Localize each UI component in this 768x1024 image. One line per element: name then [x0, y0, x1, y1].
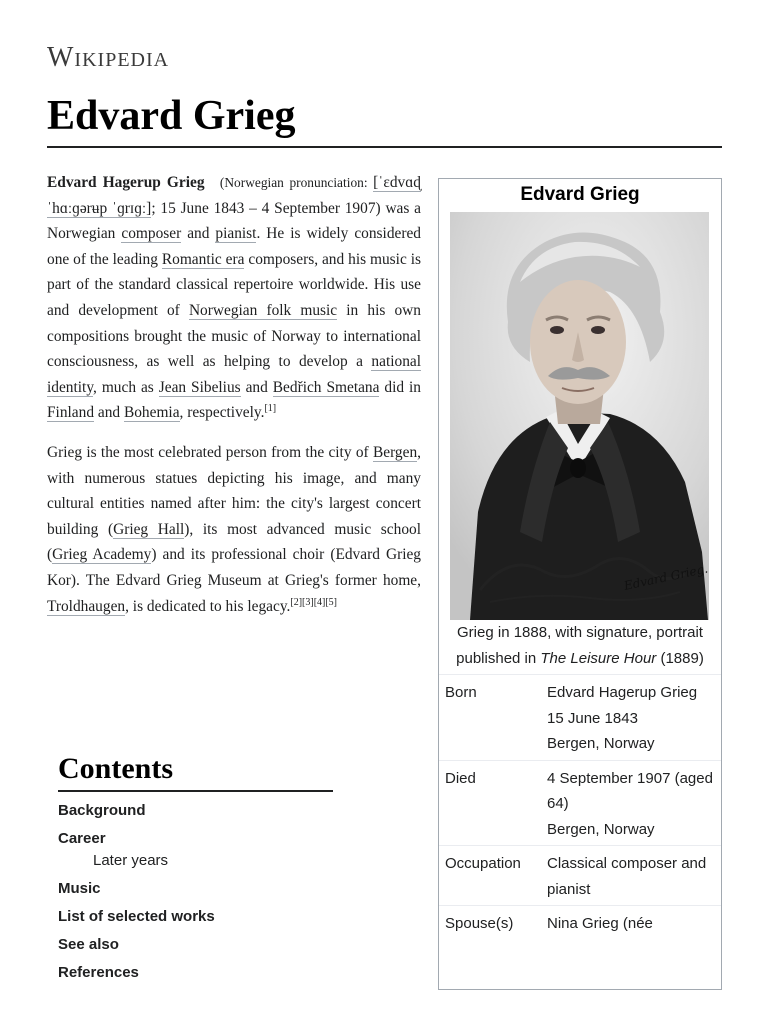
intro-text: , with numerous statues depicting his image, and many cultural entities named after him: the city's largest concert building (: [47, 443, 421, 538]
caption-publication: The Leisure Hour: [540, 650, 657, 667]
link-grieg-hall[interactable]: Grieg Hall: [113, 520, 185, 538]
intro-text: did in: [379, 378, 421, 396]
intro-text: and: [94, 404, 124, 422]
toc-item-see-also[interactable]: See also: [58, 936, 119, 953]
row-value: [541, 675, 721, 761]
infobox-row-occupation: [439, 846, 721, 906]
intro-text: Grieg is the most celebrated person from the city of: [47, 443, 373, 461]
page-title: Edvard Grieg: [47, 93, 296, 139]
born-name: Edvard Hagerup Grieg: [547, 684, 698, 701]
reference-links[interactable]: [2][3][4][5]: [290, 596, 338, 608]
intro-text: , respectively.: [179, 404, 265, 422]
row-value: [541, 906, 721, 940]
contents-list: [58, 800, 333, 984]
reference-link[interactable]: [1]: [264, 403, 277, 415]
link-composer[interactable]: composer: [121, 225, 182, 243]
wikipedia-wordmark[interactable]: Wikipedia: [47, 42, 170, 73]
subject-name: Edvard Hagerup Grieg: [47, 174, 205, 191]
pronunciation-prefix: (Norwegian pronunciation:: [219, 175, 374, 190]
born-date: 15 June 1843: [547, 709, 638, 727]
born-place: Bergen, Norway: [547, 735, 655, 752]
signature-text: Edvard Grieg.: [622, 561, 709, 593]
link-pianist[interactable]: pianist: [215, 225, 257, 243]
toc-item-career[interactable]: Career: [58, 830, 106, 847]
link-troldhaugen[interactable]: Troldhaugen: [47, 597, 126, 615]
infobox-details: [439, 674, 721, 940]
toc-item-background[interactable]: Background: [58, 802, 146, 819]
intro-text: and: [240, 378, 273, 396]
intro-text: in his own compositions brought the music of Norway to international consciousness, as well as helping to develop a: [47, 301, 421, 371]
article-intro: [47, 170, 421, 633]
toc-item-references[interactable]: References: [58, 964, 139, 981]
row-label: Born: [439, 675, 541, 761]
spouse-value: Nina Grieg (née: [547, 915, 653, 932]
ipa-link[interactable]: [ˈɛdvɑɖ ˈhɑːɡərʉp ˈɡrɪɡː]: [47, 174, 421, 217]
infobox-row-born: [439, 675, 721, 761]
link-norwegian-folk-music[interactable]: Norwegian folk music: [188, 301, 338, 319]
intro-text: . He is widely considered one of the leading: [47, 225, 421, 268]
link-bergen[interactable]: Bergen: [372, 443, 418, 461]
intro-paragraph-1: [47, 170, 421, 426]
intro-text: ), its most advanced music school (: [47, 520, 421, 564]
infobox-row-died: [439, 760, 721, 846]
intro-text: composers, and his music is part of the standard classical repertoire worldwide. His use and development of: [47, 250, 421, 319]
intro-text: ; 15 June 1843 – 4 September 1907) was a Norwegian: [47, 199, 422, 243]
intro-text: ) and its professional choir (Edvard Grieg Kor). The Edvard Grieg Museum at Grieg's former home,: [47, 546, 421, 589]
intro-text: , much as: [93, 378, 159, 396]
row-label: Spouse(s): [439, 906, 541, 940]
intro-paragraph-2: [47, 440, 421, 619]
link-bedrich-smetana[interactable]: Bedřich Smetana: [272, 378, 380, 396]
link-finland[interactable]: Finland: [47, 404, 95, 422]
occupation-value: Classical composer and pianist: [547, 855, 707, 898]
row-label: Died: [439, 760, 541, 846]
infobox-row-spouse: [439, 906, 721, 940]
portrait-illustration: [450, 212, 709, 620]
contents-heading: Contents: [58, 752, 333, 792]
toc-item-music[interactable]: Music: [58, 880, 101, 897]
died-date: 4 September 1907 (aged 64): [547, 769, 713, 812]
link-national-identity[interactable]: national identity: [47, 353, 421, 396]
caption-text: Grieg in 1888, with signature, portrait published in: [456, 624, 703, 667]
toc-item-later-years[interactable]: Later years: [93, 852, 169, 869]
infobox-title: Edvard Grieg: [520, 184, 640, 205]
title-divider: [47, 146, 722, 148]
table-of-contents: [58, 752, 333, 990]
image-caption: [439, 620, 721, 674]
link-grieg-academy[interactable]: Grieg Academy: [52, 546, 152, 564]
intro-text: , is dedicated to his legacy.: [125, 597, 291, 615]
toc-item-list-of-selected-works[interactable]: List of selected works: [58, 908, 215, 925]
infobox: [438, 178, 722, 990]
row-label: Occupation: [439, 846, 541, 906]
intro-text: and: [181, 225, 216, 243]
link-bohemia[interactable]: Bohemia: [123, 404, 180, 422]
row-value: [541, 846, 721, 906]
link-romantic-era[interactable]: Romantic era: [161, 250, 245, 268]
link-jean-sibelius[interactable]: Jean Sibelius: [158, 378, 241, 396]
died-place: Bergen, Norway: [547, 820, 655, 838]
row-value: [541, 760, 721, 846]
caption-year: (1889): [656, 650, 704, 667]
portrait-image[interactable]: [450, 212, 709, 620]
